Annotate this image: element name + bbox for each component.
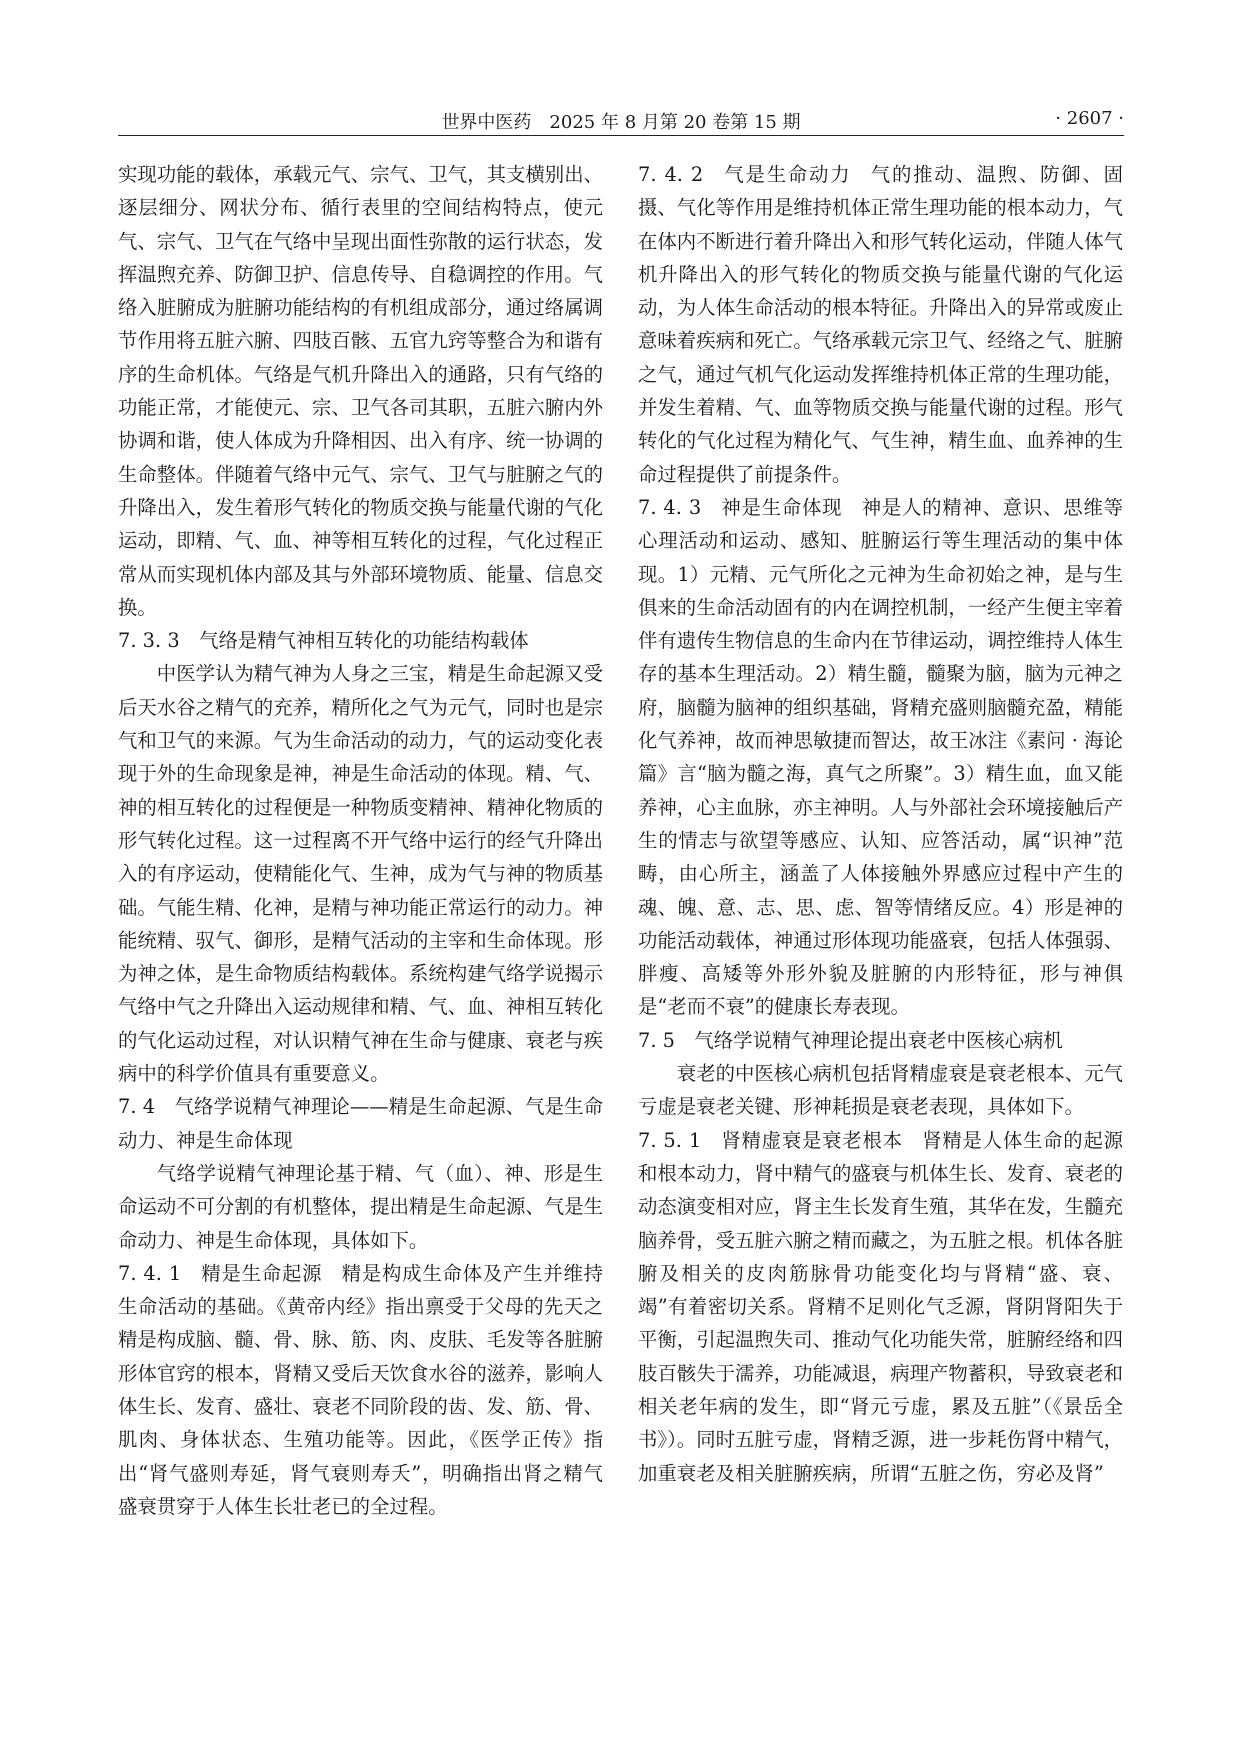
section-heading-7-4: 7. 4 气络学说精气神理论——精是生命起源、气是生命动力、神是生命体现 [118,1095,603,1152]
header-rule [118,135,1124,136]
section-heading-7-3-3: 7. 3. 3 气络是精气神相互转化的功能结构载体 [118,629,529,653]
paragraph-continued: 实现功能的载体，承载元气、宗气、卫气，其支横别出、逐层细分、网状分布、循行表里的空间结构特点，使元气、宗气、卫气在气络中呈现出面性弥散的运行状态，发挥温煦充养、防御卫护、信息传导、自稳调控的作用。气络入脏腑成为脏腑功能结构的有机组成部分，通过络属调节作用将五脏六腑、四肢百骸、五官九窍等整合为和谐有序的生命机体。气络是气机升降出入的通路，只有气络的功能正常，才能使元、宗、卫气各司其职，五脏六腑内外协调和谐，使人体成为升降相因、出入有序、统一协调的生命整体。伴随着气络中元气、宗气、卫气与脏腑之气的升降出入，发生着形气转化的物质交换与能量代谢的气化运动，即精、气、血、神等相互转化的过程，气化过程正常从而实现机体内部及其与外部环境物质、能量、信息交换。 [118,163,603,619]
page-number: · 2607 · [1055,108,1124,129]
subsection-7-4-3: 7. 4. 3 神是生命体现 神是人的精神、意识、思维等心理活动和运动、感知、脏腑运行等生理活动的集中体现。1）元精、元气所化之元神为生命初始之神，是与生俱来的生命活动固有的内在调控机制，一经产生便主宰着伴有遗传生物信息的生命内在节律运动，调控维持人体生存的基本生理活动。2）精生髓，髓聚为脑，脑为元神之府，脑髓为脑神的组织基础，肾精充盛则脑髓充盈，精能化气养神，故而神思敏捷而智达，故王冰注《素问 · 海论篇》言“脑为髓之海，真气之所聚”。3）精生血，血又能养神，心主血脉，亦主神明。人与外部社会环境接触后产生的情志与欲望等感应、认知、应答活动，属“识神”范畴，由心所主，涵盖了人体接触外界感应过程中产生的魂、魄、意、志、思、虑、智等情绪反应。4）形是神的功能活动载体，神通过形体现功能盛衰，包括人体强弱、胖瘦、高矮等外形外貌及脏腑的内形特征，形与神俱是“老而不衰”的健康长寿表现。 [638,495,1123,1019]
subsection-7-4-1: 7. 4. 1 精是生命起源 精是构成生命体及产生并维持生命活动的基础。《黄帝内经》指出禀受于父母的先天之精是构成脑、髓、骨、脉、筋、肉、皮肤、毛发等各脏腑形体官窍的根本，肾精又受后天饮食水谷的滋养，影响人体生长、发育、盛壮、衰老不同阶段的齿、发、筋、骨、肌肉、身体状态、生殖功能等。因此，《医学正传》指出“肾气盛则寿延，肾气衰则寿夭”，明确指出肾之精气盛衰贯穿于人体生长壮老已的全过程。 [118,1261,603,1518]
section-heading-7-5: 7. 5 气络学说精气神理论提出衰老中医核心病机 [638,1028,1063,1052]
paragraph: 衰老的中医核心病机包括肾精虚衰是衰老根本、元气亏虚是衰老关键、形神耗损是衰老表现，具体如下。 [638,1062,1123,1119]
subsection-7-5-1: 7. 5. 1 肾精虚衰是衰老根本 肾精是人体生命的起源和根本动力，肾中精气的盛衰与机体生长、发育、衰老的动态演变相对应，肾主生长发育生殖，其华在发，生髓充脑养骨，受五脏六腑之精而藏之，为五脏之根。机体各脏腑及相关的皮肉筋脉骨功能变化均与肾精“盛、衰、竭”有着密切关系。肾精不足则化气乏源，肾阴肾阳失于平衡，引起温煦失司、推动气化功能失常，脏腑经络和四肢百骸失于濡养，功能减退，病理产物蓄积，导致衰老和相关老年病的发生，即“肾元亏虚，累及五脏”（《景岳全书》）。同时五脏亏虚，肾精乏源，进一步耗伤肾中精气，加重衰老及相关脏腑疾病，所谓“五脏之伤，穷必及肾” [638,1128,1124,1485]
paragraph: 气络学说精气神理论基于精、气（血）、神、形是生命运动不可分割的有机整体，提出精是生命起源、气是生命动力、神是生命体现，具体如下。 [118,1161,603,1252]
running-header [118,102,1124,136]
paragraph: 中医学认为精气神为人身之三宝，精是生命起源又受后天水谷之精气的充养，精所化之气为元气，同时也是宗气和卫气的来源。气为生命活动的动力，气的运动变化表现于外的生命现象是神，神是生命活动的体现。精、气、神的相互转化的过程便是一种物质变精神、精神化物质的形气转化过程。这一过程离不开气络中运行的经气升降出入的有序运动，使精能化气、生神，成为气与神的物质基础。气能生精、化神，是精与神功能正常运行的动力。神能统精、驭气、御形，是精气活动的主宰和生命体现。形为神之体，是生命物质结构载体。系统构建气络学说揭示气络中气之升降出入运动规律和精、气、血、神相互转化的气化运动过程，对认识精气神在生命与健康、衰老与疾病中的科学价值具有重要意义。 [118,662,603,1086]
subsection-7-4-2: 7. 4. 2 气是生命动力 气的推动、温煦、防御、固摄、气化等作用是维持机体正常生理功能的根本动力，气在体内不断进行着升降出入和形气转化运动，伴随人体气机升降出入的形气转化的物质交换与能量代谢的气化运动，为人体生命活动的根本特征。升降出入的异常或废止意味着疾病和死亡。气络承载元宗卫气、经络之气、脏腑之气，通过气机气化运动发挥维持机体正常的生理功能，并发生着精、气、血等物质交换与能量代谢的过程。形气转化的气化过程为精化气、气生神，精生血、血养神的生命过程提供了前提条件。 [638,163,1124,486]
right-column [638,158,1123,1490]
journal-citation: 世界中医药 2025 年 8 月第 20 卷第 15 期 [441,112,801,133]
left-column [118,158,603,1523]
